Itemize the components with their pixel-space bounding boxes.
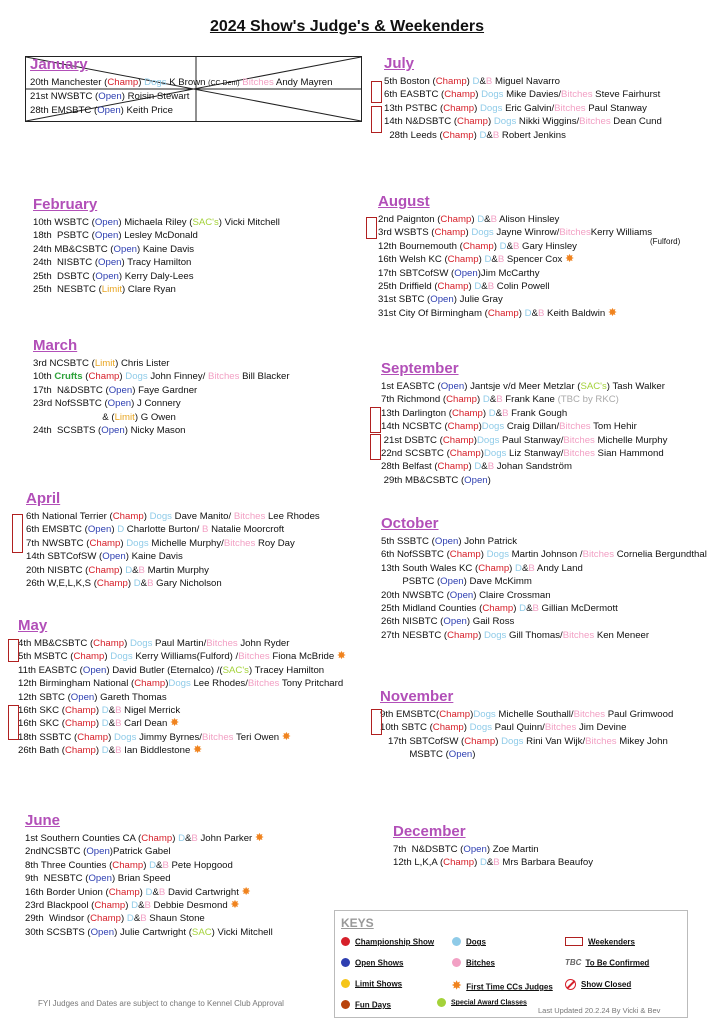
month-july bbox=[384, 55, 662, 142]
month-november bbox=[380, 688, 673, 762]
weekender-box-icon bbox=[565, 937, 583, 946]
month-september bbox=[381, 360, 667, 487]
show-entry: 14th N&DSBTC (Champ) Dogs Nikki Wiggins/Bitches Dean Cund bbox=[384, 116, 662, 128]
show-entry: 7th NWSBTC (Champ) Dogs Michelle Murphy/Bitches Roy Day bbox=[26, 537, 295, 549]
month-heading: February bbox=[33, 196, 98, 213]
show-entry: 24th SCSBTS (Open) Nicky Mason bbox=[33, 425, 186, 437]
show-entry: 26th Bath (Champ) D&B Ian Biddlestone ✸ bbox=[18, 744, 203, 757]
show-entry: & (Limit) G Owen bbox=[33, 411, 176, 423]
show-entry: 28th EMSBTC (Open) Keith Price bbox=[30, 104, 173, 116]
show-entry: 11th EASBTC (Open) David Butler (Eternalco) /(SAC's) Tracey Hamilton bbox=[18, 664, 325, 676]
weekender-marker bbox=[371, 81, 382, 103]
show-entry: 5th SSBTC (Open) John Patrick bbox=[381, 536, 517, 547]
first-cc-star-icon: ✸ bbox=[241, 885, 251, 898]
show-entry: 3rd NCSBTC (Limit) Chris Lister bbox=[33, 358, 170, 369]
show-entry: 25th Driffield (Champ) D&B Colin Powell bbox=[378, 281, 550, 293]
first-cc-star-icon: ✸ bbox=[281, 730, 292, 743]
show-entry: 6th EMSBTC (Open) D Charlotte Burton/ B Natalie Moorcroft bbox=[26, 524, 285, 536]
show-entry: 9th EMSBTC(Champ)Dogs Michelle Southall/Bitches Paul Grimwood bbox=[380, 709, 674, 720]
month-heading: October bbox=[381, 515, 439, 532]
show-entry: 25th DSBTC (Open) Kerry Daly-Lees bbox=[33, 270, 194, 282]
month-heading: June bbox=[25, 812, 61, 829]
show-entry: 17th SBTCofSW (Open)Jim McCarthy bbox=[378, 267, 540, 279]
first-cc-star-icon: ✸ bbox=[607, 306, 618, 319]
lightblue-dot-icon bbox=[452, 937, 461, 946]
show-entry: 9th NESBTC (Open) Brian Speed bbox=[25, 873, 171, 885]
month-december bbox=[393, 823, 593, 870]
key-closed: Show Closed bbox=[565, 979, 631, 990]
show-entry: 25th Midland Counties (Champ) D&B Gillian McDermott bbox=[381, 603, 618, 615]
key-dogs: Dogs bbox=[452, 937, 486, 946]
show-entry: 29th Windsor (Champ) D&B Shaun Stone bbox=[25, 913, 205, 925]
show-entry: 14th NCSBTC (Champ)Dogs Craig Dillan/Bitches Tom Hehir bbox=[381, 421, 637, 433]
last-updated: Last Updated 20.2.24 By Vicki & Bev bbox=[538, 1006, 661, 1015]
month-may bbox=[18, 617, 346, 758]
show-entry: 7th Richmond (Champ) D&B Frank Kane (TBC by RKC) bbox=[381, 394, 619, 406]
show-entry: 4th MB&CSBTC (Champ) Dogs Paul Martin/Bitches John Ryder bbox=[18, 638, 290, 649]
show-entry: 23rd NofSSBTC (Open) J Connery bbox=[33, 398, 181, 410]
show-entry: 13th Darlington (Champ) D&B Frank Gough bbox=[381, 407, 568, 419]
keys-title: KEYS bbox=[341, 916, 374, 930]
show-entry: 12th Bournemouth (Champ) D&B Gary Hinsley bbox=[378, 240, 577, 252]
month-august bbox=[378, 193, 652, 320]
month-heading: August bbox=[378, 193, 430, 210]
key-weekenders: Weekenders bbox=[565, 937, 635, 946]
weekender-marker bbox=[8, 705, 19, 740]
show-entry: 7th N&DSBTC (Open) Zoe Martin bbox=[393, 844, 539, 855]
yellow-dot-icon bbox=[341, 979, 350, 988]
show-entry: 16th SKC (Champ) D&B Nigel Merrick bbox=[18, 705, 181, 717]
show-entry: 21st DSBTC (Champ)Dogs Paul Stanway/Bitches Michelle Murphy bbox=[381, 434, 668, 446]
show-entry: 24th NISBTC (Open) Tracy Hamilton bbox=[33, 257, 192, 269]
show-entry: 10th Crufts (Champ) Dogs John Finney/ Bitches Bill Blacker bbox=[33, 371, 290, 383]
show-entry: 5th Boston (Champ) D&B Miguel Navarro bbox=[384, 76, 561, 87]
show-entry: 18th PSBTC (Open) Lesley McDonald bbox=[33, 230, 198, 242]
show-entry: 20th NISBTC (Champ) D&B Martin Murphy bbox=[26, 564, 209, 576]
key-limit: Limit Shows bbox=[341, 979, 402, 988]
show-entry: 3rd WSBTS (Champ) Dogs Jayne Winrow/BitchesKerry Williams bbox=[378, 227, 653, 239]
show-entry: 12th SBTC (Open) Gareth Thomas bbox=[18, 691, 167, 703]
month-october bbox=[381, 515, 707, 642]
month-heading: July bbox=[384, 55, 415, 72]
green-dot-icon bbox=[437, 998, 446, 1007]
first-cc-star-icon: ✸ bbox=[230, 899, 240, 912]
page-title: 2024 Show's Judge's & Weekenders bbox=[209, 18, 485, 35]
month-february bbox=[33, 196, 280, 296]
month-heading: January bbox=[30, 56, 88, 73]
fulford-note: (Fulford) bbox=[650, 237, 681, 246]
show-entry: 25th NESBTC (Limit) Clare Ryan bbox=[33, 284, 176, 296]
show-entry: 31st SBTC (Open) Julie Gray bbox=[378, 294, 503, 306]
month-heading: November bbox=[380, 688, 454, 705]
no-entry-icon bbox=[565, 979, 576, 990]
first-cc-star-icon: ✸ bbox=[170, 717, 180, 730]
keys-legend bbox=[334, 910, 688, 1018]
show-entry: 17th SBTCofSW (Champ) Dogs Rini Van Wijk/Bitches Mikey John bbox=[380, 735, 668, 747]
key-special: Special Award Classes bbox=[437, 998, 527, 1007]
red-dot-icon bbox=[341, 937, 350, 946]
month-heading: April bbox=[26, 490, 61, 507]
show-entry: 8th Three Counties (Champ) D&B Pete Hopgood bbox=[25, 859, 233, 871]
show-entry: 24th MB&CSBTC (Open) Kaine Davis bbox=[33, 243, 195, 255]
key-bitches: Bitches bbox=[452, 958, 495, 967]
show-entry: 16th Welsh KC (Champ) D&B Spencer Cox ✸ bbox=[378, 253, 575, 266]
show-entry: 1st Southern Counties CA (Champ) D&B John Parker ✸ bbox=[25, 832, 265, 844]
show-entry: 6th NofSSBTC (Champ) Dogs Martin Johnson /Bitches Cornelia Bergundthal bbox=[381, 549, 707, 561]
blue-dot-icon bbox=[341, 958, 350, 967]
show-entry: MSBTC (Open) bbox=[380, 749, 476, 761]
show-entry: 26th NISBTC (Open) Gail Ross bbox=[381, 616, 515, 628]
show-entry: 21st NWSBTC (Open) Roisin Stewart bbox=[30, 91, 190, 103]
show-entry: 28th Leeds (Champ) D&B Robert Jenkins bbox=[384, 129, 566, 141]
footer-note: FYI Judges and Dates are subject to change to Kennel Club Approval bbox=[38, 999, 284, 1008]
key-tbc: TBC To Be Confirmed bbox=[565, 958, 650, 968]
show-entry: 22nd SCSBTC (Champ)Dogs Liz Stanway/Bitches Sian Hammond bbox=[381, 448, 664, 460]
month-heading: May bbox=[18, 617, 48, 634]
key-first-cc: ✸ First Time CCs Judges bbox=[452, 980, 553, 992]
show-entry: 6th EASBTC (Champ) Dogs Mike Davies/Bitches Steve Fairhurst bbox=[384, 89, 661, 101]
show-entry: 12th Birmingham National (Champ)Dogs Lee Rhodes/Bitches Tony Pritchard bbox=[18, 678, 344, 690]
show-entry: 29th MB&CSBTC (Open) bbox=[381, 474, 491, 486]
show-entry: 28th Belfast (Champ) D&B Johan Sandström bbox=[381, 461, 572, 473]
show-entry: 1st EASBTC (Open) Jantsje v/d Meer Metzlar (SAC's) Tash Walker bbox=[381, 381, 665, 392]
month-april bbox=[26, 490, 320, 590]
show-entry: 31st City Of Birmingham (Champ) D&B Keith Baldwin ✸ bbox=[378, 306, 618, 319]
month-heading: March bbox=[33, 337, 78, 354]
weekender-marker bbox=[8, 639, 19, 662]
show-entry: 13th South Wales KC (Champ) D&B Andy Land bbox=[381, 562, 583, 574]
show-entry: 5th MSBTC (Champ) Dogs Kerry Williams(Fulford) /Bitches Fiona McBride ✸ bbox=[18, 650, 347, 663]
show-entry: 12th L,K,A (Champ) D&B Mrs Barbara Beaufoy bbox=[393, 857, 594, 869]
month-march bbox=[33, 337, 290, 437]
show-entry: 16th Border Union (Champ) D&B David Cartwright ✸ bbox=[25, 885, 251, 898]
show-entry: 14th SBTCofSW (Open) Kaine Davis bbox=[26, 551, 183, 563]
show-entry: 26th W,E,L,K,S (Champ) D&B Gary Nicholson bbox=[26, 578, 222, 590]
weekender-marker bbox=[371, 709, 382, 735]
show-entry: PSBTC (Open) Dave McKimm bbox=[381, 576, 532, 588]
weekender-marker bbox=[370, 407, 381, 433]
first-cc-star-icon: ✸ bbox=[565, 253, 575, 266]
show-entry: 20th Manchester (Champ) Dogs K Brown (CC Dem) Bitches Andy Mayren bbox=[30, 77, 333, 88]
show-entry: 20th NWSBTC (Open) Claire Crossman bbox=[381, 589, 551, 601]
show-entry: 17th N&DSBTC (Open) Faye Gardner bbox=[33, 384, 198, 396]
weekender-marker bbox=[371, 106, 382, 133]
month-june bbox=[25, 812, 273, 939]
show-entry: 18th SSBTC (Champ) Dogs Jimmy Byrnes/Bitches Teri Owen ✸ bbox=[18, 730, 292, 743]
weekender-marker bbox=[366, 217, 377, 239]
show-entry: 16th SKC (Champ) D&B Carl Dean ✸ bbox=[18, 717, 180, 730]
weekender-marker bbox=[370, 434, 381, 460]
show-entry: 10th SBTC (Champ) Dogs Paul Quinn/Bitches Jim Devine bbox=[380, 722, 627, 734]
show-entry: 2ndNCSBTC (Open)Patrick Gabel bbox=[25, 846, 171, 858]
pink-dot-icon bbox=[452, 958, 461, 967]
show-entry: 30th SCSBTS (Open) Julie Cartwright (SAC) Vicki Mitchell bbox=[25, 926, 273, 938]
first-cc-star-icon: ✸ bbox=[192, 744, 203, 757]
show-entry: 13th PSTBC (Champ) Dogs Eric Galvin/Bitches Paul Stanway bbox=[384, 102, 647, 114]
month-january bbox=[30, 56, 332, 117]
show-entry: 10th WSBTC (Open) Michaela Riley (SAC's) Vicki Mitchell bbox=[33, 217, 280, 228]
month-heading: September bbox=[381, 360, 459, 377]
show-entry: 6th National Terrier (Champ) Dogs Dave Manito/ Bitches Lee Rhodes bbox=[26, 511, 320, 522]
show-entry: 27th NESBTC (Champ) Dogs Gill Thomas/Bitches Ken Meneer bbox=[381, 629, 650, 641]
key-fun: Fun Days bbox=[341, 1000, 391, 1009]
show-entry: 2nd Paignton (Champ) D&B Alison Hinsley bbox=[378, 214, 560, 225]
key-championship: Championship Show bbox=[341, 937, 434, 946]
show-entry: 23rd Blackpool (Champ) D&B Debbie Desmond ✸ bbox=[25, 899, 240, 912]
first-cc-star-icon: ✸ bbox=[254, 832, 265, 844]
month-heading: December bbox=[393, 823, 466, 840]
star-icon: ✸ bbox=[452, 980, 462, 992]
weekender-marker bbox=[12, 514, 23, 553]
key-open: Open Shows bbox=[341, 958, 403, 967]
brown-dot-icon bbox=[341, 1000, 350, 1009]
first-cc-star-icon: ✸ bbox=[336, 650, 347, 663]
